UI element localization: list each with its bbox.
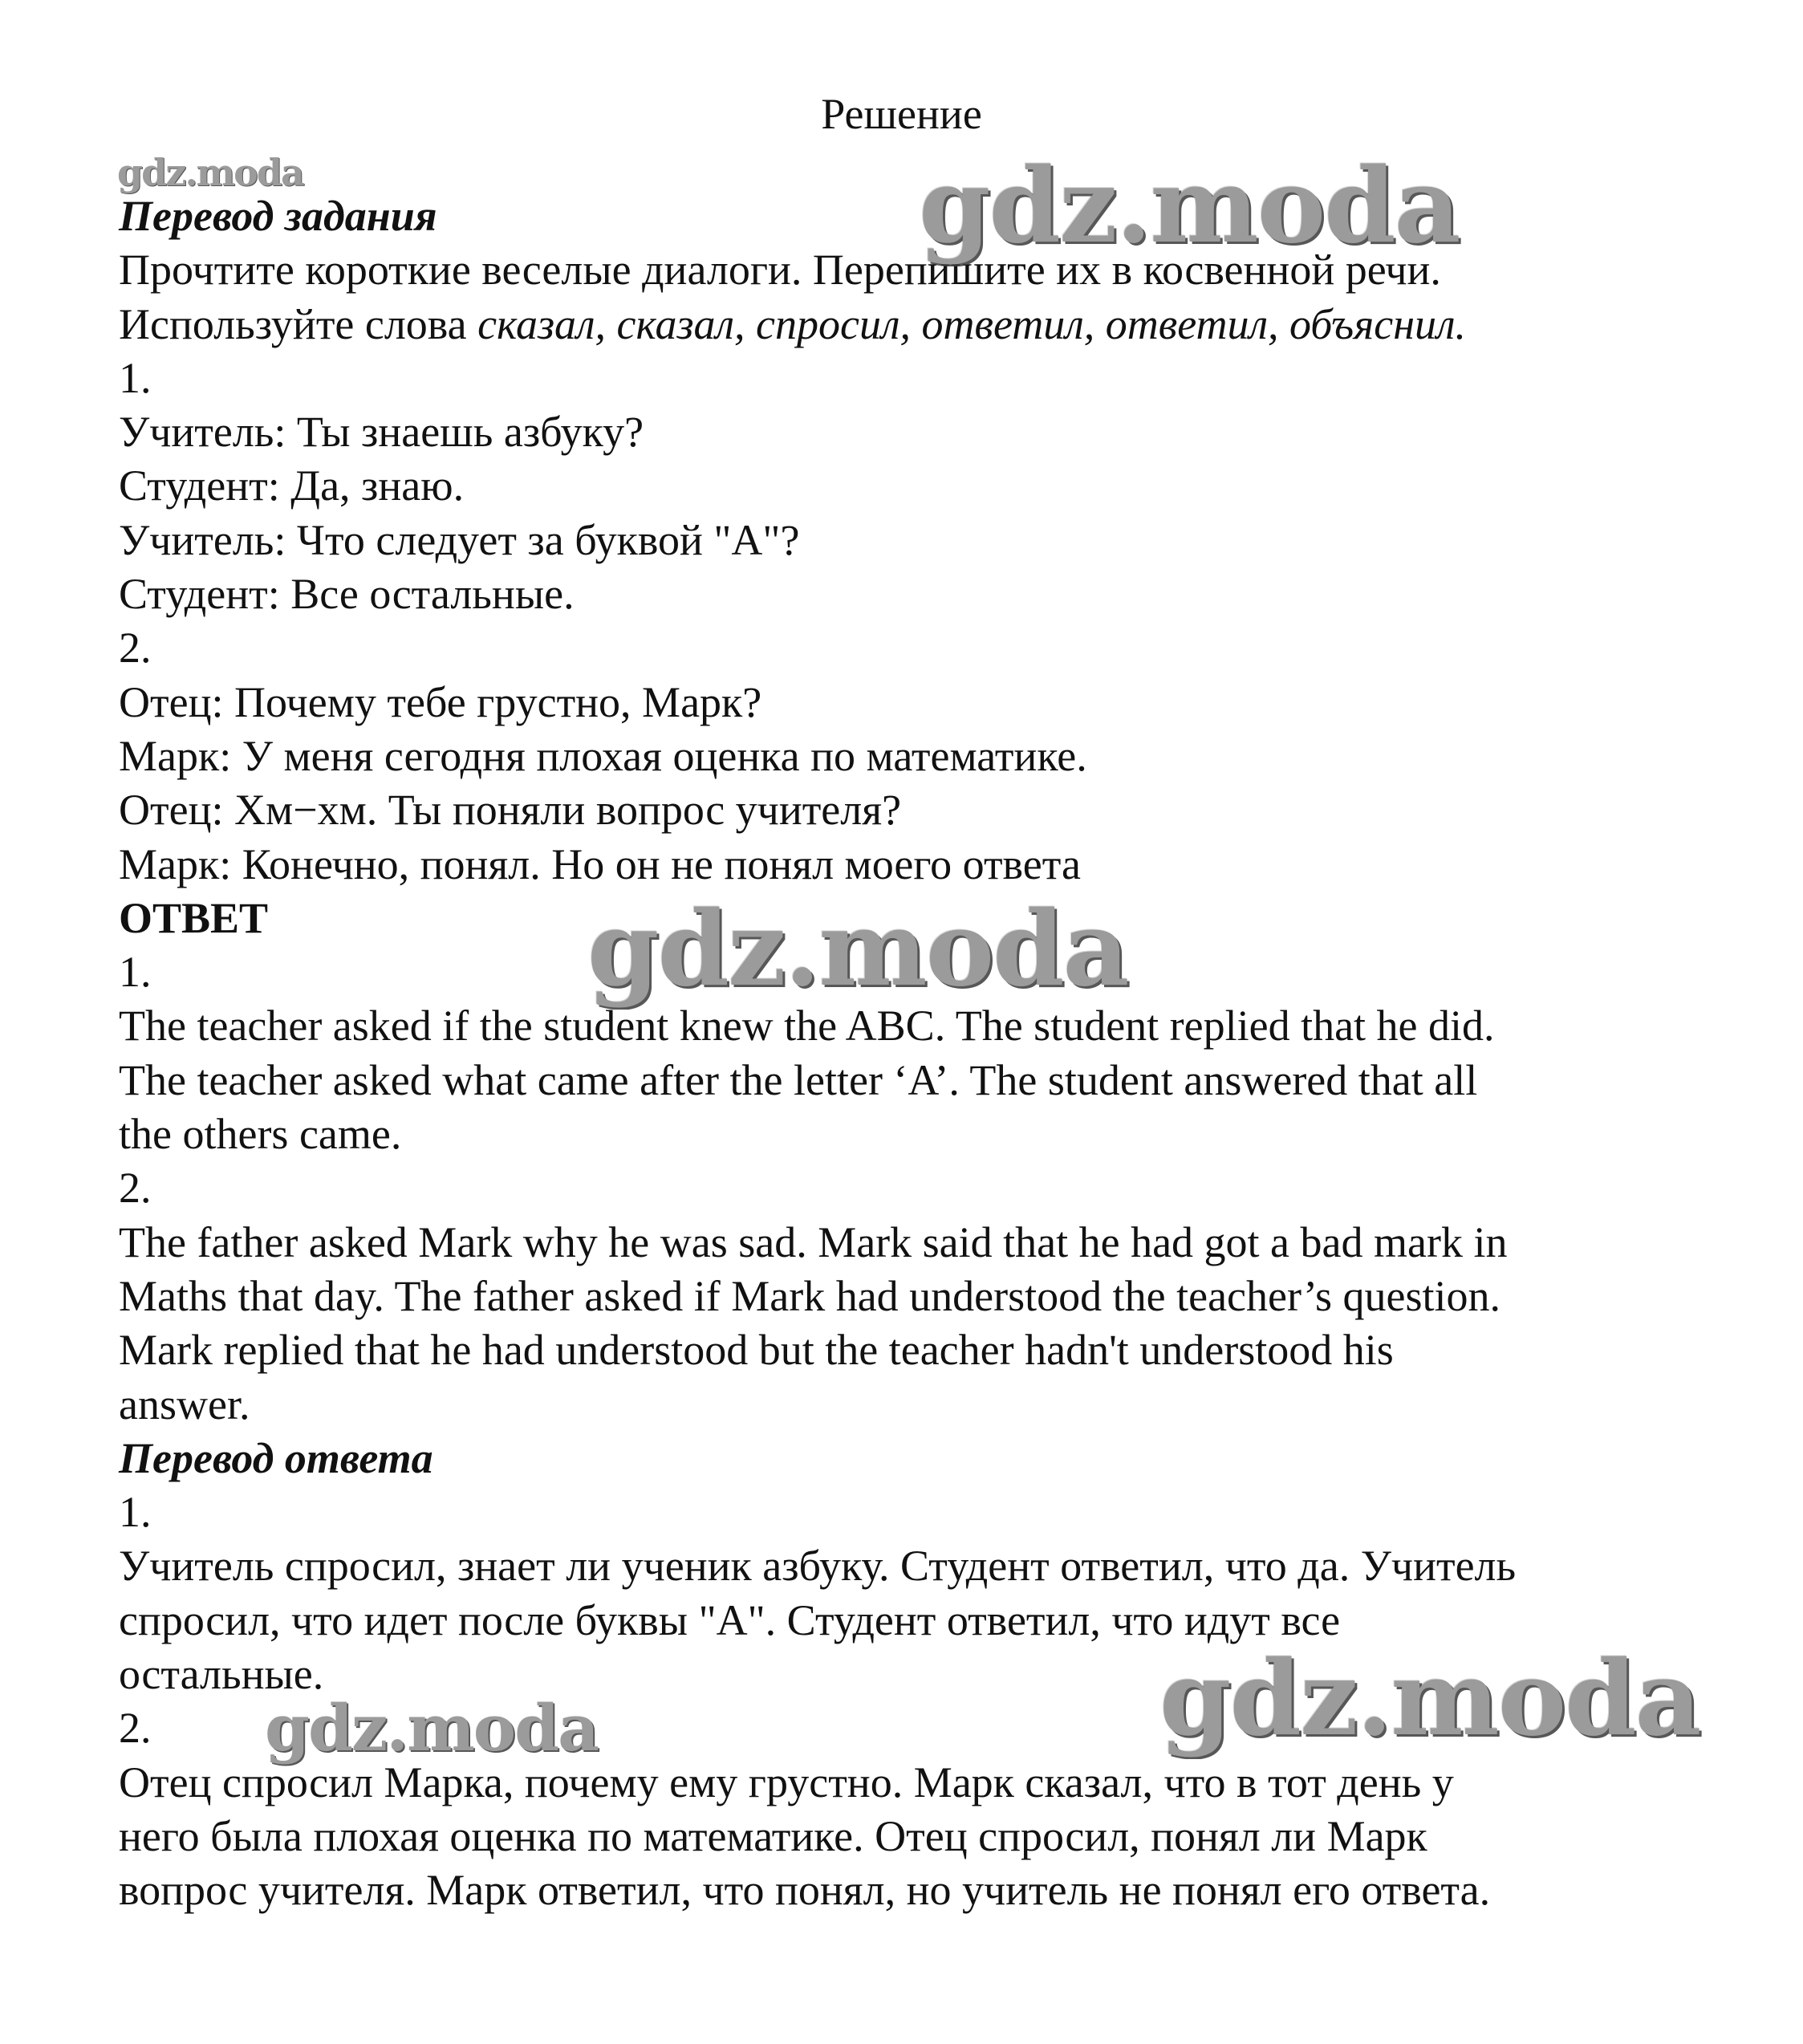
dialogue-line: Студент: Да, знаю. xyxy=(119,461,465,510)
dialogue-line: Марк: Конечно, понял. Но он не понял моего ответа xyxy=(119,839,1081,888)
answer-number: 1. xyxy=(119,948,152,997)
answer-line: answer. xyxy=(119,1380,250,1428)
translation-line: спросил, что идет после буквы "А". Студент ответил, что идут все xyxy=(119,1595,1341,1644)
dialogue-line: Отец: Почему тебе грустно, Марк? xyxy=(119,677,762,726)
watermark-logo: gdz.moda xyxy=(1159,1639,1700,1759)
task-words-prefix: Используйте слова xyxy=(119,299,478,348)
task-heading: Перевод задания xyxy=(119,192,437,240)
answer-heading: ОТВЕТ xyxy=(119,893,269,942)
translation-line: Отец спросил Марка, почему ему грустно. Марк сказал, что в тот день у xyxy=(119,1758,1454,1806)
translation-line: остальные. xyxy=(119,1650,324,1699)
answer-line: Mark replied that he had understood but the teacher hadn't understood his xyxy=(119,1326,1394,1375)
watermark-logo: gdz.moda xyxy=(919,146,1460,266)
dialogue-line: Отец: Хм−хм. Ты поняли вопрос учителя? xyxy=(119,786,902,835)
page-title: Решение xyxy=(821,90,982,138)
answer-line: The teacher asked if the student knew the ABC. The student replied that he did. xyxy=(119,1002,1495,1050)
dialogue-line: Учитель: Ты знаешь азбуку? xyxy=(119,408,644,457)
translation-line: него была плохая оценка по математике. Отец спросил, понял ли Марк xyxy=(119,1811,1427,1860)
dialogue-line: Учитель: Что следует за буквой "А"? xyxy=(119,515,800,564)
dialogue-number: 2. xyxy=(119,624,152,673)
watermark-logo: gdz.moda xyxy=(117,151,303,194)
dialogue-number: 1. xyxy=(119,353,152,402)
answer-line: The father asked Mark why he was sad. Mark said that he had got a bad mark in xyxy=(119,1217,1508,1266)
answer-line: the others came. xyxy=(119,1110,402,1159)
task-words-list: сказал, сказал, спросил, ответил, ответил, объяснил. xyxy=(477,299,1467,348)
answer-number: 2. xyxy=(119,1164,152,1213)
watermark-logo: gdz.moda xyxy=(587,889,1128,1010)
watermark-logo: gdz.moda xyxy=(265,1690,598,1766)
answer-line: The teacher asked what came after the letter ‘A’. The student answered that all xyxy=(119,1055,1478,1104)
translation-number: 2. xyxy=(119,1704,152,1753)
task-text-line xyxy=(119,298,1724,352)
translation-line: Учитель спросил, знает ли ученик азбуку. Студент ответил, что да. Учитель xyxy=(119,1542,1517,1591)
translation-number: 1. xyxy=(119,1488,152,1537)
answer-line: Maths that day. The father asked if Mark had understood the teacher’s question. xyxy=(119,1271,1500,1320)
task-text-line: Прочтите короткие веселые диалоги. Перепишите их в косвенной речи. xyxy=(119,246,1441,295)
translation-heading: Перевод ответа xyxy=(119,1433,433,1482)
translation-line: вопрос учителя. Марк ответил, что понял, но учитель не понял его ответа. xyxy=(119,1866,1491,1915)
dialogue-line: Марк: У меня сегодня плохая оценка по математике. xyxy=(119,731,1087,780)
dialogue-line: Студент: Все остальные. xyxy=(119,570,575,619)
